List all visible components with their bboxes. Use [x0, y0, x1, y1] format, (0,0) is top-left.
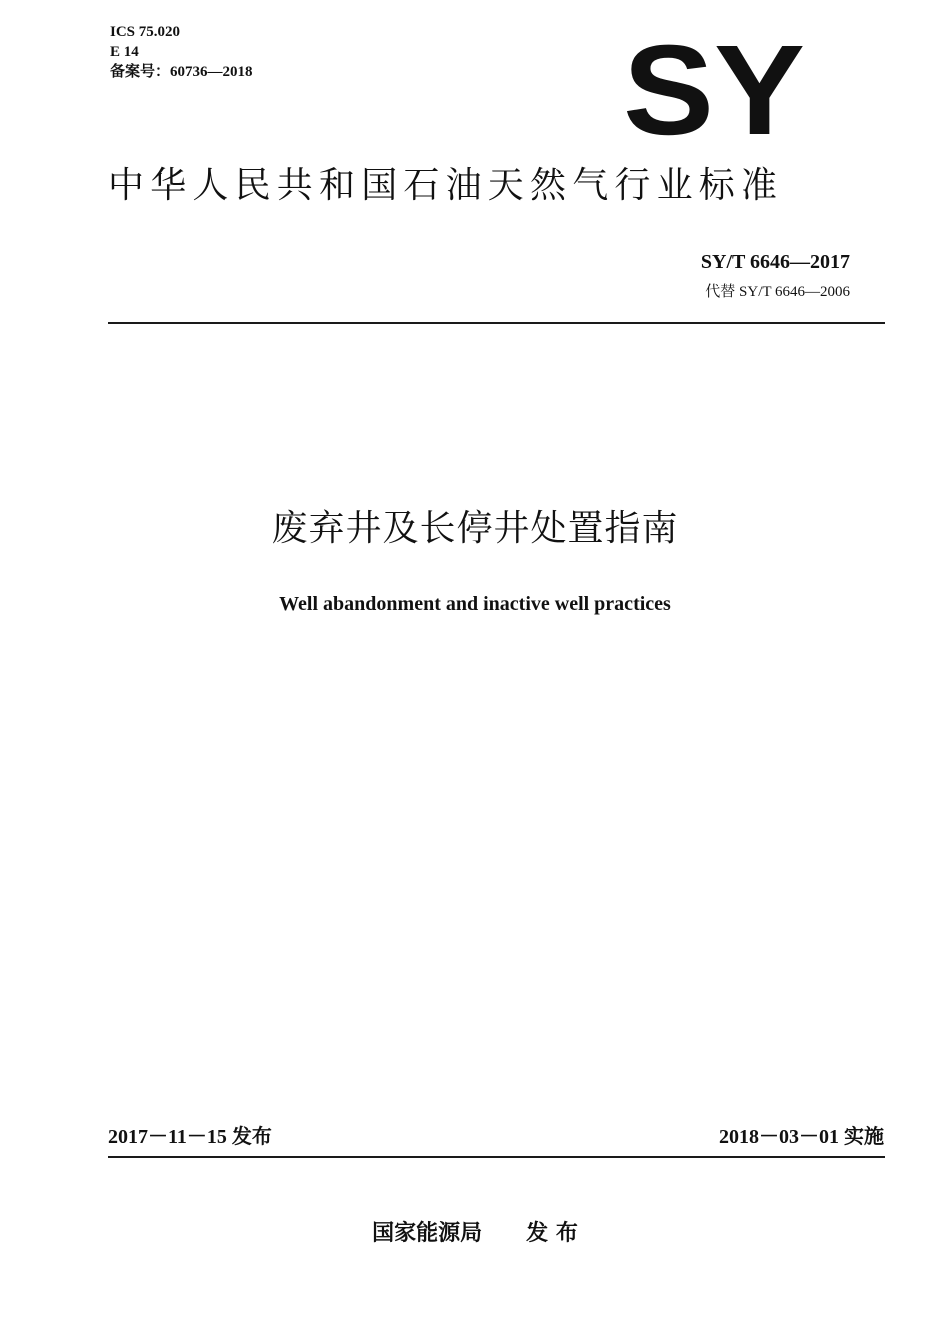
standard-number: SY/T 6646—2017	[700, 251, 850, 273]
footer-divider	[108, 1156, 885, 1158]
replaced-standard: 代替 SY/T 6646—2006	[705, 284, 850, 300]
issue-date: 2017－11－15 发布	[108, 1126, 272, 1148]
issuer-name: 国家能源局	[372, 1221, 483, 1246]
document-metadata	[110, 22, 253, 82]
record-number: 备案号：60736—2018	[110, 64, 253, 80]
document-title-chinese: 废弃井及长停井处置指南	[271, 508, 679, 549]
header-divider	[108, 322, 885, 324]
sy-logo-text: SY	[623, 34, 805, 139]
issuer-action: 发 布	[526, 1221, 578, 1246]
classification-code: E 14	[110, 44, 139, 60]
implementation-date: 2018－03－01 实施	[719, 1126, 884, 1148]
document-title-english: Well abandonment and inactive well practices	[279, 593, 671, 615]
issuing-authority-header: 中华人民共和国石油天然气行业标准	[108, 165, 784, 206]
sy-logo	[622, 34, 807, 139]
ics-code: ICS 75.020	[110, 24, 181, 40]
issuer-line	[0, 1219, 950, 1249]
